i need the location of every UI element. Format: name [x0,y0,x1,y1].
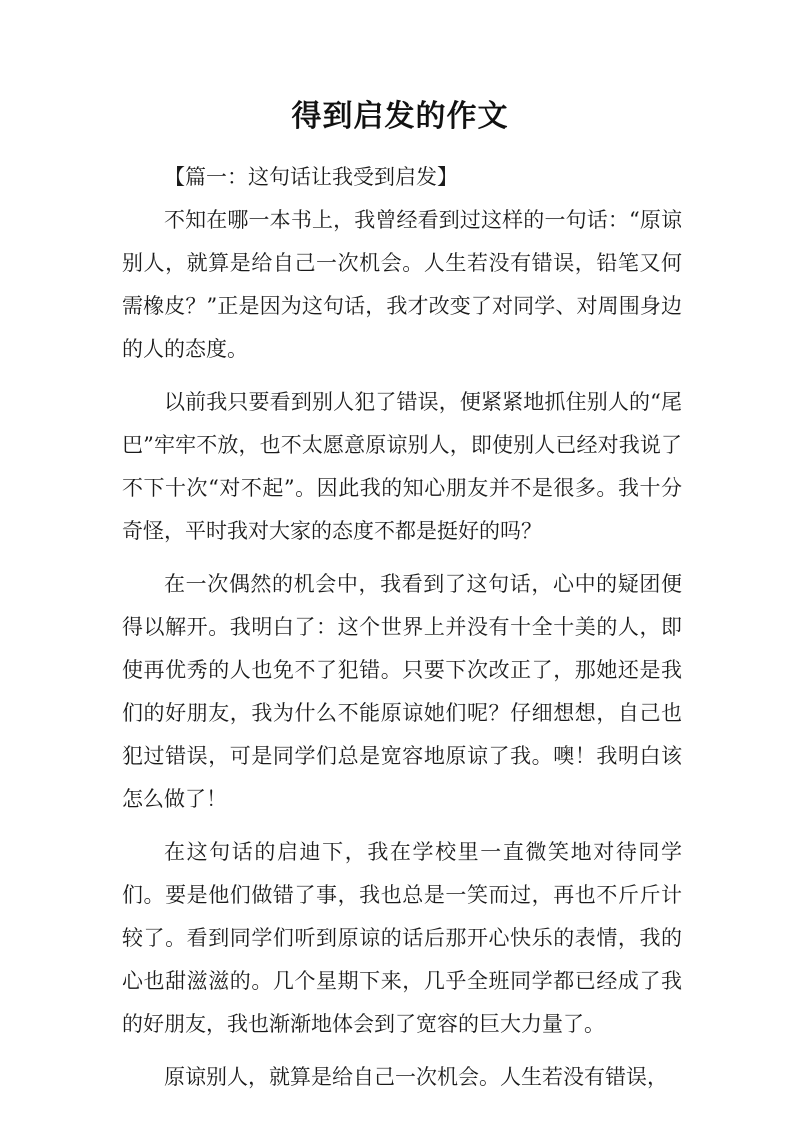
section-heading: 【篇一：这句话让我受到启发】 [164,165,458,189]
paragraph: 原谅别人，就算是给自己一次机会。人生若没有错误， [164,1065,668,1089]
paragraph: 在一次偶然的机会中，我看到了这句话，心中的疑团便得以解开。我明白了：这个世界上并没有十全十美的人，即使再优秀的人也免不了犯错。只要下次改正了，那她还是我们的好朋友，我为什么不能原谅她们呢？仔细想想，自己也犯过错误，可是同学们总是宽容地原谅了我。噢！我明白该怎么做了！ [122,572,682,811]
document-title: 得到启发的作文 [291,99,509,134]
paragraph: 以前我只要看到别人犯了错误，便紧紧地抓住别人的“尾巴”牢牢不放，也不太愿意原谅别人，即使别人已经对我说了不下十次“对不起”。因此我的知心朋友并不是很多。我十分奇怪，平时我对大家的态度不都是挺好的吗？ [122,390,682,543]
paragraph: 不知在哪一本书上，我曾经看到过这样的一句话：“原谅别人，就算是给自己一次机会。人生若没有错误，铅笔又何需橡皮？”正是因为这句话，我才改变了对同学、对周围身边的人的态度。 [122,208,682,361]
paragraph: 在这句话的启迪下，我在学校里一直微笑地对待同学们。要是他们做错了事，我也总是一笑而过，再也不斤斤计较了。看到同学们听到原谅的话后那开心快乐的表情，我的心也甜滋滋的。几个星期下来，几乎全班同学都已经成了我的好朋友，我也渐渐地体会到了宽容的巨大力量了。 [122,840,682,1036]
document-body [122,150,682,1109]
